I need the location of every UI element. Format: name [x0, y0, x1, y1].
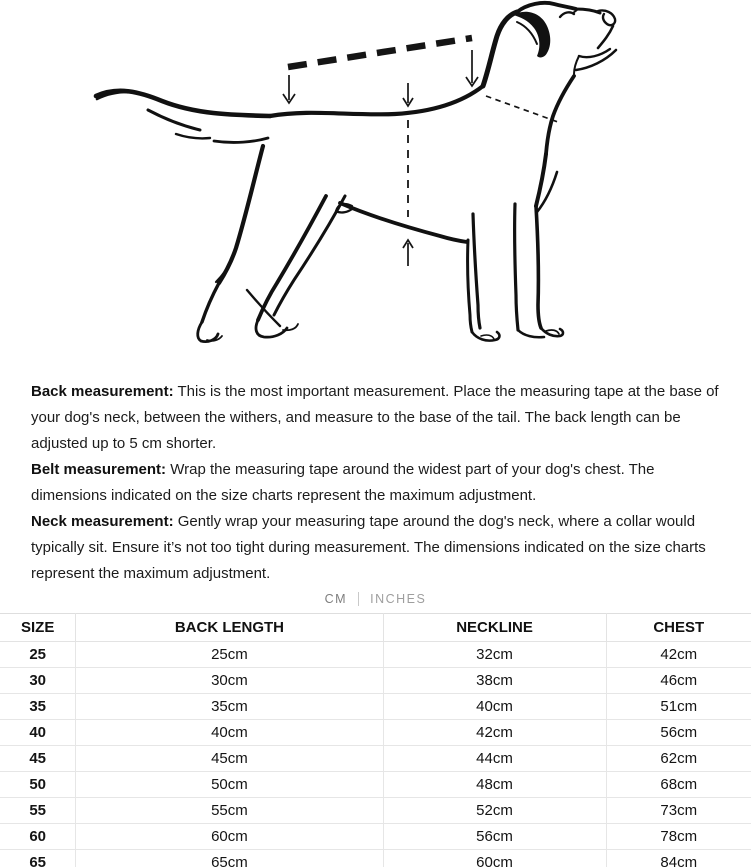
neck-measurement-annotation	[486, 96, 558, 122]
chest-cell: 51cm	[606, 694, 751, 720]
chest-cell: 84cm	[606, 850, 751, 867]
neck-dashed-line	[486, 96, 558, 122]
table-row	[0, 824, 751, 850]
size-cell: 60	[0, 824, 76, 850]
chest-cell: 73cm	[606, 798, 751, 824]
neck-measurement-text: Gently wrap your measuring tape around the dog's neck, where a collar would typically sit. Ensure it’s not too tight during measurement. The dimensions indicated on the size charts represent the maximum adjustment.	[31, 513, 706, 582]
size-table-body	[0, 642, 751, 867]
size-table-header	[0, 614, 751, 642]
belt-measurement-text: Wrap the measuring tape around the widest part of your dog's chest. The dimensions indicated on the size charts represent the maximum adjustment.	[31, 461, 655, 504]
dog-eye	[560, 12, 574, 17]
back-length-cell: 25cm	[76, 642, 383, 668]
neckline-cell: 48cm	[383, 772, 606, 798]
neckline-cell: 32cm	[383, 642, 606, 668]
back-length-cell: 40cm	[76, 720, 383, 746]
header-neckline: NECKLINE	[383, 614, 606, 642]
chest-cell: 42cm	[606, 642, 751, 668]
neckline-cell: 44cm	[383, 746, 606, 772]
chest-cell: 78cm	[606, 824, 751, 850]
size-table	[0, 613, 751, 867]
dog-back	[270, 12, 517, 116]
size-cell: 45	[0, 746, 76, 772]
header-size: SIZE	[0, 614, 76, 642]
neck-measurement-paragraph	[31, 509, 731, 587]
neck-measurement-label: Neck measurement:	[31, 513, 174, 530]
table-row	[0, 720, 751, 746]
measurement-instructions	[0, 370, 751, 587]
back-measurement-text: This is the most important measurement. Place the measuring tape at the base of your dog's neck, between the withers, and measure to the base of the tail. The back length can be adjusted up to 5 cm shorter.	[31, 383, 719, 452]
belt-measurement-paragraph	[31, 457, 731, 509]
back-length-cell: 35cm	[76, 694, 383, 720]
table-row	[0, 850, 751, 867]
size-cell: 25	[0, 642, 76, 668]
back-length-cell: 30cm	[76, 668, 383, 694]
neckline-cell: 56cm	[383, 824, 606, 850]
back-measurement-annotation	[283, 38, 478, 103]
dog-front-legs	[468, 204, 563, 341]
dog-hind-legs	[198, 146, 345, 342]
neckline-cell: 52cm	[383, 798, 606, 824]
neckline-cell: 42cm	[383, 720, 606, 746]
neckline-cell: 60cm	[383, 850, 606, 867]
dog-chest	[536, 76, 574, 212]
dog-head	[513, 3, 616, 74]
unit-toggle-divider	[358, 592, 359, 606]
table-row	[0, 694, 751, 720]
back-length-cell: 60cm	[76, 824, 383, 850]
size-cell: 35	[0, 694, 76, 720]
dog-measurement-diagram	[0, 0, 751, 370]
dog-diagram-svg	[0, 0, 751, 370]
back-length-cell: 65cm	[76, 850, 383, 867]
table-row	[0, 668, 751, 694]
table-row	[0, 642, 751, 668]
size-cell: 50	[0, 772, 76, 798]
chest-cell: 56cm	[606, 720, 751, 746]
back-measurement-paragraph	[31, 379, 731, 457]
header-row	[0, 614, 751, 642]
back-length-cell: 55cm	[76, 798, 383, 824]
unit-option-cm[interactable]: CM	[324, 591, 348, 606]
unit-option-inches[interactable]: INCHES	[370, 591, 427, 606]
back-measurement-label: Back measurement:	[31, 383, 174, 400]
neckline-cell: 40cm	[383, 694, 606, 720]
back-length-dashed-line	[288, 38, 472, 67]
dog-tail	[96, 91, 270, 143]
back-length-cell: 45cm	[76, 746, 383, 772]
header-back-length: BACK LENGTH	[76, 614, 383, 642]
neckline-cell: 38cm	[383, 668, 606, 694]
chest-cell: 62cm	[606, 746, 751, 772]
table-row	[0, 772, 751, 798]
chest-cell: 46cm	[606, 668, 751, 694]
header-chest: CHEST	[606, 614, 751, 642]
back-length-cell: 50cm	[76, 772, 383, 798]
size-cell: 30	[0, 668, 76, 694]
size-cell: 65	[0, 850, 76, 867]
belt-measurement-label: Belt measurement:	[31, 461, 167, 478]
unit-toggle	[0, 590, 751, 607]
chest-cell: 68cm	[606, 772, 751, 798]
table-row	[0, 746, 751, 772]
size-cell: 55	[0, 798, 76, 824]
dog-belly	[336, 203, 467, 242]
size-cell: 40	[0, 720, 76, 746]
table-row	[0, 798, 751, 824]
